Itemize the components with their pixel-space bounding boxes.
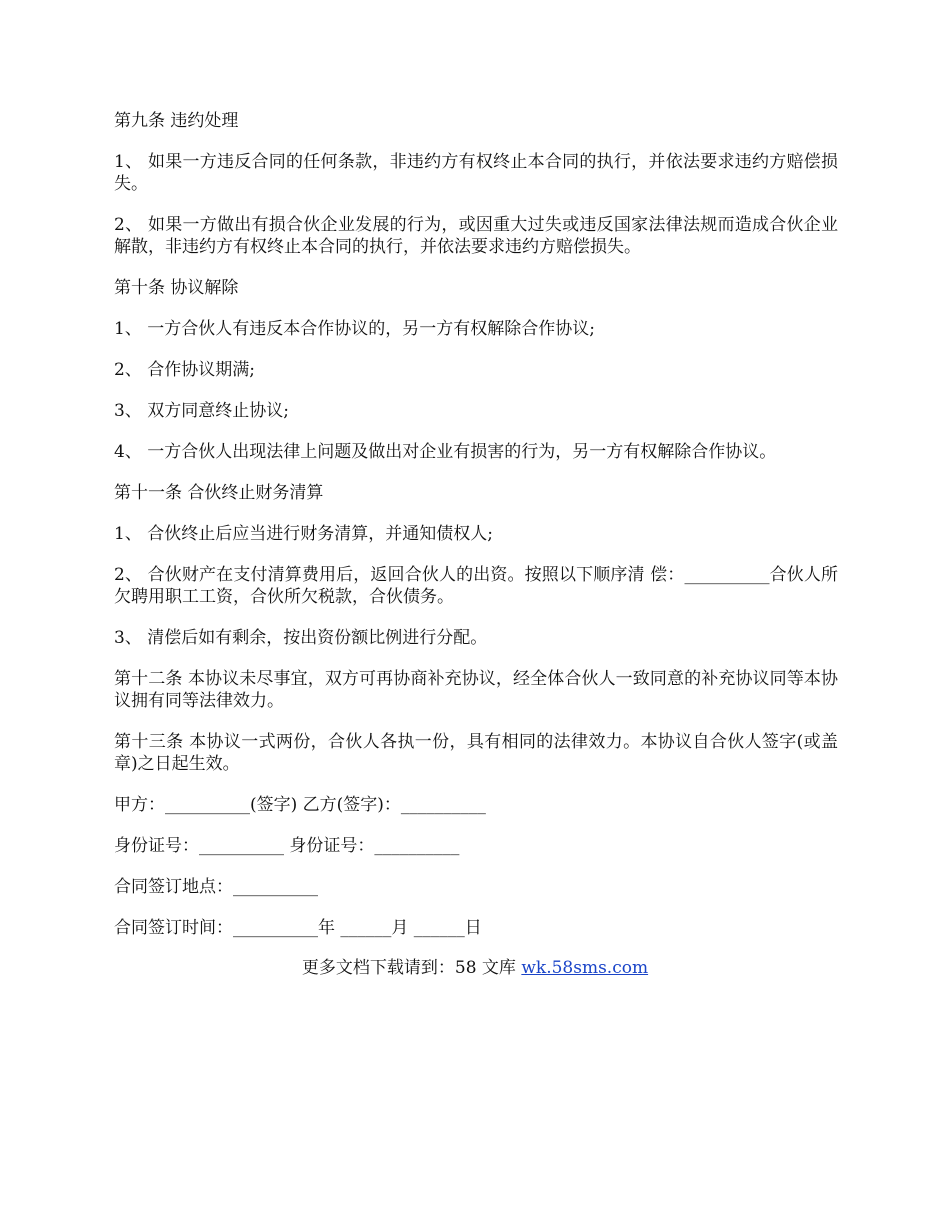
signature-id-numbers: 身份证号：__________ 身份证号：__________ [114, 836, 460, 856]
article-10-item-4: 4、 一方合伙人出现法律上问题及做出对企业有损害的行为，另一方有权解除合作协议。 [114, 442, 777, 462]
article-11-item-1: 1、 合伙终止后应当进行财务清算，并通知债权人; [114, 524, 493, 544]
article-11-item-2: 2、 合伙财产在支付清算费用后，返回合伙人的出资。按照以下顺序清 偿：__________合伙人所欠聘用职工工资，合伙所欠税款，合伙债务。 [114, 565, 838, 607]
signature-date: 合同签订时间：__________年 ______月 ______日 [114, 918, 482, 938]
footer-link[interactable]: wk.58sms.com [521, 958, 649, 978]
article-10-item-2: 2、 合作协议期满; [114, 360, 255, 380]
document-body [114, 110, 838, 958]
footer-text: 更多文档下载请到：58 文库 [301, 958, 522, 978]
article-12: 第十二条 本协议未尽事宜，双方可再协商补充协议，经全体合伙人一致同意的补充协议同等本协议拥有同等法律效力。 [114, 669, 838, 711]
article-11-item-3: 3、 清偿后如有剩余，按出资份额比例进行分配。 [114, 628, 488, 648]
article-10-heading: 第十条 协议解除 [114, 278, 239, 298]
signature-parties: 甲方：__________(签字) 乙方(签字)：__________ [114, 795, 486, 815]
article-11-heading: 第十一条 合伙终止财务清算 [114, 483, 324, 503]
article-9-heading: 第九条 违约处理 [114, 111, 239, 131]
signature-place: 合同签订地点：__________ [114, 877, 318, 897]
article-10-item-3: 3、 双方同意终止协议; [114, 401, 289, 421]
article-13: 第十三条 本协议一式两份，合伙人各执一份，具有相同的法律效力。本协议自合伙人签字(或盖章)之日起生效。 [114, 732, 838, 774]
article-10-item-1: 1、 一方合伙人有违反本合作协议的，另一方有权解除合作协议; [114, 319, 595, 339]
footer [0, 957, 950, 979]
article-9-item-1: 1、 如果一方违反合同的任何条款，非违约方有权终止本合同的执行，并依法要求违约方赔偿损失。 [114, 152, 838, 194]
article-9-item-2: 2、 如果一方做出有损合伙企业发展的行为，或因重大过失或违反国家法律法规而造成合伙企业解散，非违约方有权终止本合同的执行，并依法要求违约方赔偿损失。 [114, 215, 838, 257]
